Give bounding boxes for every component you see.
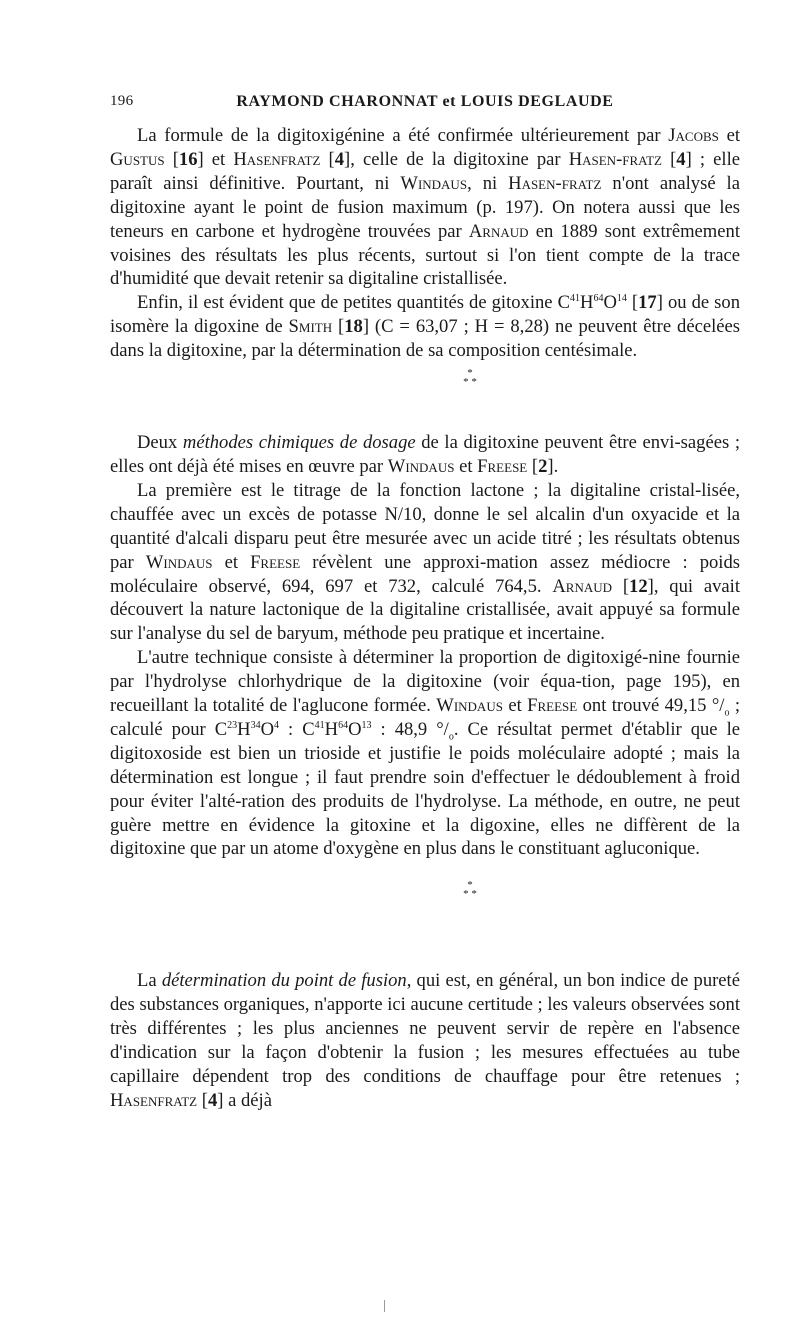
text-run: : 48,9 °/	[371, 718, 449, 740]
formula-index: 64	[593, 293, 604, 305]
text-run: [	[626, 292, 639, 314]
paragraph-melting-point	[110, 969, 740, 1112]
author-name: Windaus	[387, 455, 455, 477]
text-run: La première est le titrage de la fonction lactone ; la digitaline cristal-lisée, chauffée avec un excès de potasse N/10, donne le sel alcalin d'un oxyacide et la quantité d'alcali disparu peut être mesurée avec un acide titré ; les résultats obtenus par	[110, 479, 740, 573]
text-run: ] ou de son isomère la digoxine de	[110, 292, 740, 338]
text-run: Deux	[137, 432, 183, 454]
text-run: O	[348, 718, 362, 740]
author-name: Jacobs	[668, 125, 719, 146]
author-name: Hasen-fratz	[508, 172, 602, 194]
reference-number: 12	[629, 575, 648, 597]
text-run: ] et	[197, 148, 234, 170]
paragraph-lactone-titration	[110, 479, 740, 646]
text-run: et	[454, 455, 478, 477]
reference-number: 2	[538, 455, 548, 477]
author-name: Freese	[250, 551, 301, 573]
text-run: , qui est, en général, un bon indice de pureté des substances organiques, n'apporte ici aucune certitude ; les valeurs observées sont très différentes ; les plus anciennes ne peuvent servir de repère en l'absence d'indication sur la façon d'obtenir la fusion ; les mesures effectuées au tube capillaire dépendent trop des conditions de chauffage pour être retenues ;	[110, 970, 740, 1087]
text-run: et	[212, 551, 251, 573]
text-run: ].	[547, 455, 559, 477]
paragraph-gitoxine	[110, 291, 740, 363]
formula-index: 23	[227, 719, 238, 731]
section-separator	[110, 861, 740, 969]
reference-number: 17	[638, 292, 657, 314]
text-run: de la digitoxine peuvent être envi-sagées ; elles ont déjà été mises en œuvre par	[110, 432, 740, 477]
text-run: Enfin, il est évident que de petites quantités de gitoxine C	[137, 292, 571, 314]
reference-number: 18	[344, 316, 363, 338]
text-run: La	[137, 970, 162, 992]
page-number: 196	[110, 93, 134, 109]
running-title: RAYMOND CHARONNAT et LOUIS DEGLAUDE	[236, 93, 614, 110]
text-run: O	[260, 718, 275, 740]
text-run: ont trouvé 49,15 °/	[577, 695, 725, 717]
reference-number: 4	[207, 1089, 218, 1111]
text-run: et	[718, 125, 740, 146]
author-name: Windaus	[436, 695, 503, 717]
formula-index: 13	[361, 719, 372, 731]
reference-number: 4	[334, 148, 345, 170]
author-name: Freese	[527, 695, 578, 717]
text-run: H	[324, 718, 339, 740]
text-run: L'autre technique consiste à déterminer la proportion de digitoxigé-nine fournie par l'hydrolyse chlorhydrique de la digitoxine (voir équa-tion, page 195), en recueillant la totalité de l'aglucone formée.	[110, 647, 740, 717]
reference-number: 4	[676, 148, 686, 170]
text-run: O	[603, 292, 617, 314]
author-name: Smith	[288, 316, 333, 338]
italic-term: détermination du point de fusion	[161, 970, 407, 992]
text-run: n'ont analysé la digitoxine ayant le point de fusion maximum (p. 197). On notera aussi que les teneurs en carbone et hydrogène trouvées par	[110, 172, 740, 242]
text-run: ], qui avait découvert la nature lactonique de la digitaline cristallisée, avait appuyé sa formule sur l'analyse du sel de baryum, méthode peu pratique et incertaine.	[110, 575, 741, 645]
formula-index: 4	[274, 719, 280, 731]
text-run: ] a déjà	[217, 1089, 272, 1111]
formula-index: 14	[616, 293, 627, 305]
author-name: Gustus	[110, 148, 165, 170]
text-run: [	[164, 148, 179, 170]
star-ornament: * *	[463, 888, 477, 901]
per-mille-subscript: o	[448, 731, 454, 743]
scan-mark	[384, 1300, 385, 1312]
text-run: [	[612, 575, 630, 597]
text-run: [	[527, 455, 539, 477]
text-run: ] (C = 63,07 ; H = 8,28) ne peuvent être décelées dans la digitoxine, par la détermination de sa composition centésimale.	[110, 316, 740, 362]
text-run: H	[237, 718, 251, 740]
text-run: [	[197, 1089, 208, 1111]
paragraph-formula-confirmation	[110, 124, 740, 291]
author-name: Freese	[477, 455, 528, 477]
text-run: ; calculé pour C	[110, 695, 740, 740]
italic-term: méthodes chimiques de dosage	[182, 432, 416, 454]
formula-index: 41	[314, 719, 325, 731]
formula-index: 41	[570, 293, 581, 305]
author-name: Arnaud	[468, 220, 529, 242]
author-name: Windaus	[145, 551, 213, 573]
author-name: Hasenfratz	[233, 148, 321, 170]
page-header	[110, 93, 740, 117]
author-name: Hasenfratz	[110, 1089, 198, 1111]
section-separator	[110, 363, 740, 431]
text-run: [	[662, 148, 677, 170]
star-ornament: * *	[463, 376, 477, 389]
text-run: ] ; elle paraît ainsi définitive. Pourtant, ni	[110, 148, 740, 194]
body-text	[110, 124, 740, 1113]
formula-index: 64	[338, 719, 349, 731]
text-run: ], celle de la digitoxine par	[344, 148, 569, 170]
text-run: : C	[279, 718, 315, 740]
per-mille-subscript: o	[724, 707, 730, 719]
author-name: Hasen-fratz	[568, 148, 662, 170]
text-run: en 1889 sont extrêmement voisines des résultats les plus récents, surtout si l'on tient compte de la trace d'humidité que devait retenir sa digitaline cristallisée.	[110, 220, 740, 290]
formula-index: 34	[250, 719, 261, 731]
text-run: H	[580, 292, 594, 314]
reference-number: 16	[178, 148, 198, 170]
text-run: et	[502, 695, 528, 717]
text-run: . Ce résultat permet d'établir que le digitoxoside est bien un trioside et justifie le poids moléculaire adopté ; mais la détermination est longue ; il faut prendre soin d'effectuer le dédoublement à froid pour éviter l'alté-ration des produits de l'hydrolyse. La méthode, en outre, ne peut guère mettre en évidence la gitoxine et la digoxine, elles ne diffèrent de la digitoxine que par un atome d'oxygène en plus dans le constituant agluconique.	[110, 718, 740, 860]
paragraph-hydrolysis	[110, 646, 740, 861]
author-name: Windaus	[400, 172, 468, 194]
paragraph-chemical-methods	[110, 431, 740, 479]
star-ornament: *	[467, 367, 473, 380]
text-run: révèlent une approxi-mation assez médiocre : poids moléculaire observé, 694, 697 et 732, calculé 764,5.	[110, 551, 740, 597]
star-ornament: *	[467, 879, 473, 892]
text-run: La formule de la digitoxigénine a été confirmée ultérieurement par	[137, 125, 669, 146]
text-run: , ni	[467, 172, 509, 194]
text-run: [	[320, 148, 335, 170]
author-name: Arnaud	[552, 575, 612, 597]
text-run: [	[332, 316, 345, 338]
